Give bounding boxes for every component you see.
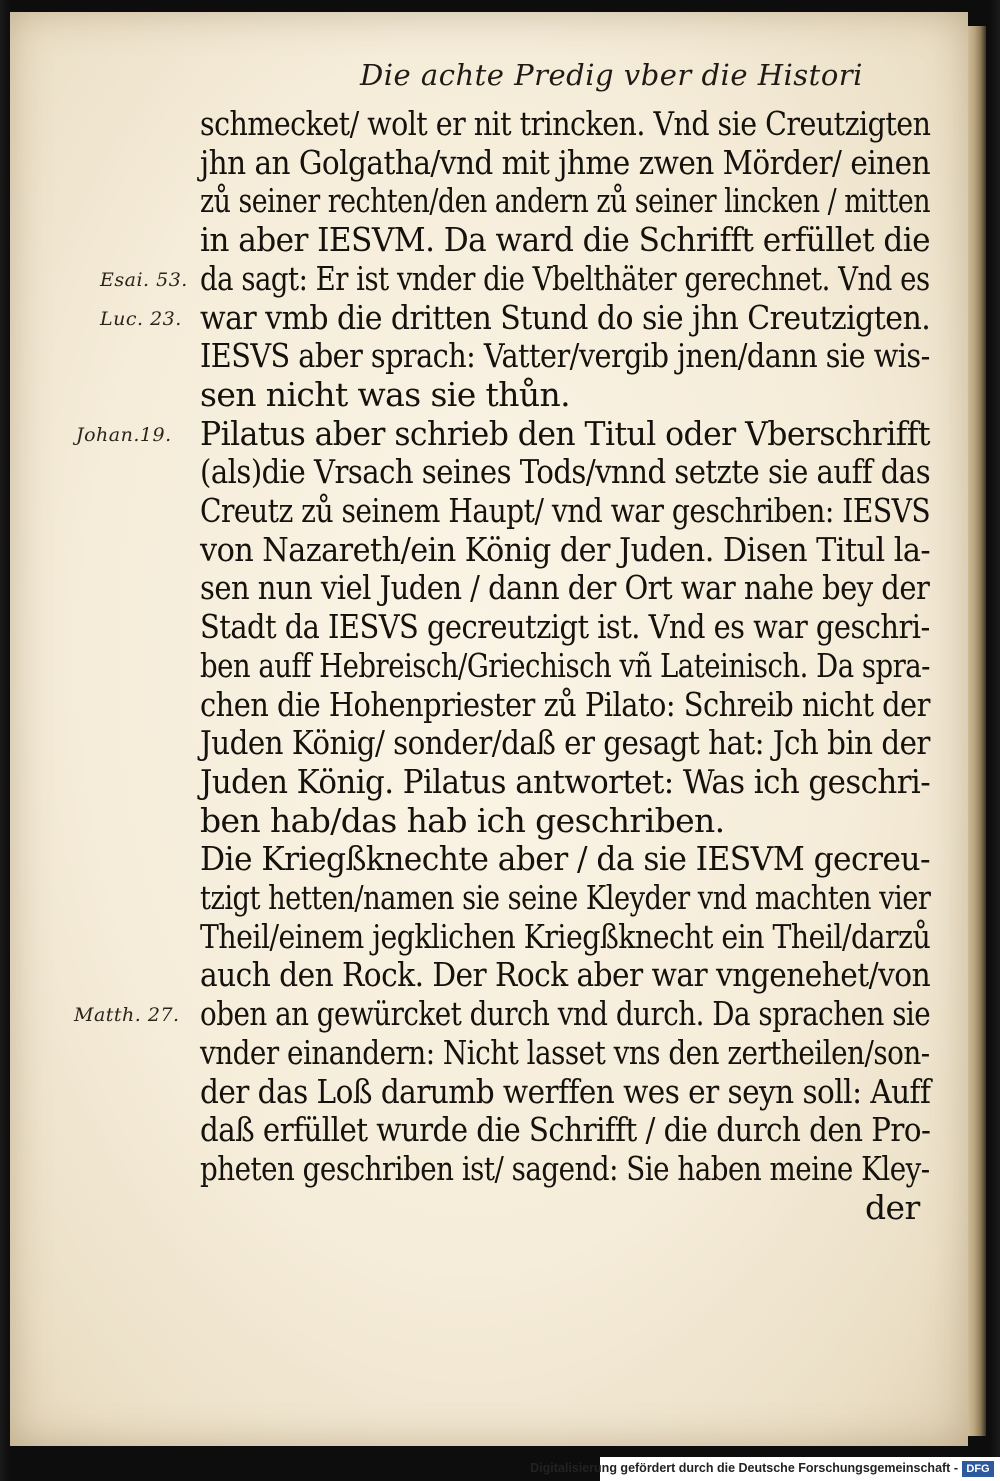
text-line: jhn an Golgatha/vnd mit jhme zwen Mörder/ einen — [200, 142, 931, 182]
text-line: Juden König. Pilatus antwortet: Was ich geschri- — [200, 761, 931, 801]
text-line: Juden König/ sonder/daß er gesagt hat: Jch bin der — [200, 723, 930, 763]
text-line: in aber IESVM. Da ward die Schrifft erfüllet die — [200, 220, 930, 260]
margin-note: Johan.19. — [76, 423, 172, 446]
text-line: ben auff Hebreisch/Griechisch vñ Lateinisch. Da spra- — [200, 645, 930, 685]
text-line: vnder einandern: Nicht lasset vns den zertheilen/son- — [200, 1032, 930, 1072]
text-line: daß erfüllet wurde die Schrifft / die durch den Pro- — [200, 1110, 931, 1150]
text-line: tzigt hetten/namen sie seine Kleyder vnd machten vier — [200, 878, 931, 917]
text-line: Creutz zů seinem Haupt/ vnd war geschriben: IESVS — [200, 491, 931, 530]
margin-note: Esai. 53. — [100, 268, 188, 291]
running-header: Die achte Predig vber die Histori — [360, 58, 863, 92]
text-line: sen nicht was sie thůn. — [200, 374, 571, 414]
text-line: da sagt: Er ist vnder die Vbelthäter gerechnet. Vnd es — [200, 258, 930, 298]
text-line: Stadt da IESVS gecreutzigt ist. Vnd es war geschri- — [200, 607, 930, 647]
catchword: der — [865, 1187, 920, 1227]
text-line: (als)die Vrsach seines Tods/vnnd setzte sie auff das — [200, 452, 931, 492]
text-line: pheten geschriben ist/ sagend: Sie haben meine Kley- — [200, 1148, 930, 1188]
footer-text: Digitalisierung gefördert durch die Deutsche Forschungsgemeinschaft - — [530, 1461, 958, 1475]
funding-footer — [530, 1457, 1000, 1481]
text-line: oben an gewürcket durch vnd durch. Da sprachen sie — [200, 994, 931, 1034]
margin-note: Matth. 27. — [74, 1004, 180, 1027]
text-line: war vmb die dritten Stund do sie jhn Creutzigten. — [200, 297, 931, 337]
text-line: sen nun viel Juden / dann der Ort war nahe bey der — [200, 568, 930, 608]
text-line: auch den Rock. Der Rock aber war vngenehet/von — [200, 955, 931, 995]
text-line: schmecket/ wolt er nit trincken. Vnd sie Creutzigten — [200, 104, 931, 143]
text-line: zů seiner rechten/den andern zů seiner lincken / mitten — [200, 181, 931, 221]
text-line: chen die Hohenpriester zů Pilato: Schreib nicht der — [200, 684, 930, 724]
page-edge — [968, 26, 986, 1436]
text-line: Die Kriegßknechte aber / da sie IESVM gecreu- — [200, 839, 930, 879]
text-line: von Nazareth/ein König der Juden. Disen Titul la- — [200, 529, 931, 569]
text-line: IESVS aber sprach: Vatter/vergib jnen/dann sie wis- — [200, 336, 930, 376]
text-line: Theil/einem jegklichen Kriegßknecht ein Theil/darzů — [200, 916, 931, 956]
dfg-logo: DFG — [962, 1461, 994, 1477]
text-line: Pilatus aber schrieb den Titul oder Vberschrifft — [200, 413, 930, 453]
text-line: der das Loß darumb werffen wes er seyn soll: Auff — [200, 1071, 931, 1111]
margin-note: Luc. 23. — [100, 307, 182, 330]
text-line: ben hab/das hab ich geschriben. — [200, 800, 725, 840]
